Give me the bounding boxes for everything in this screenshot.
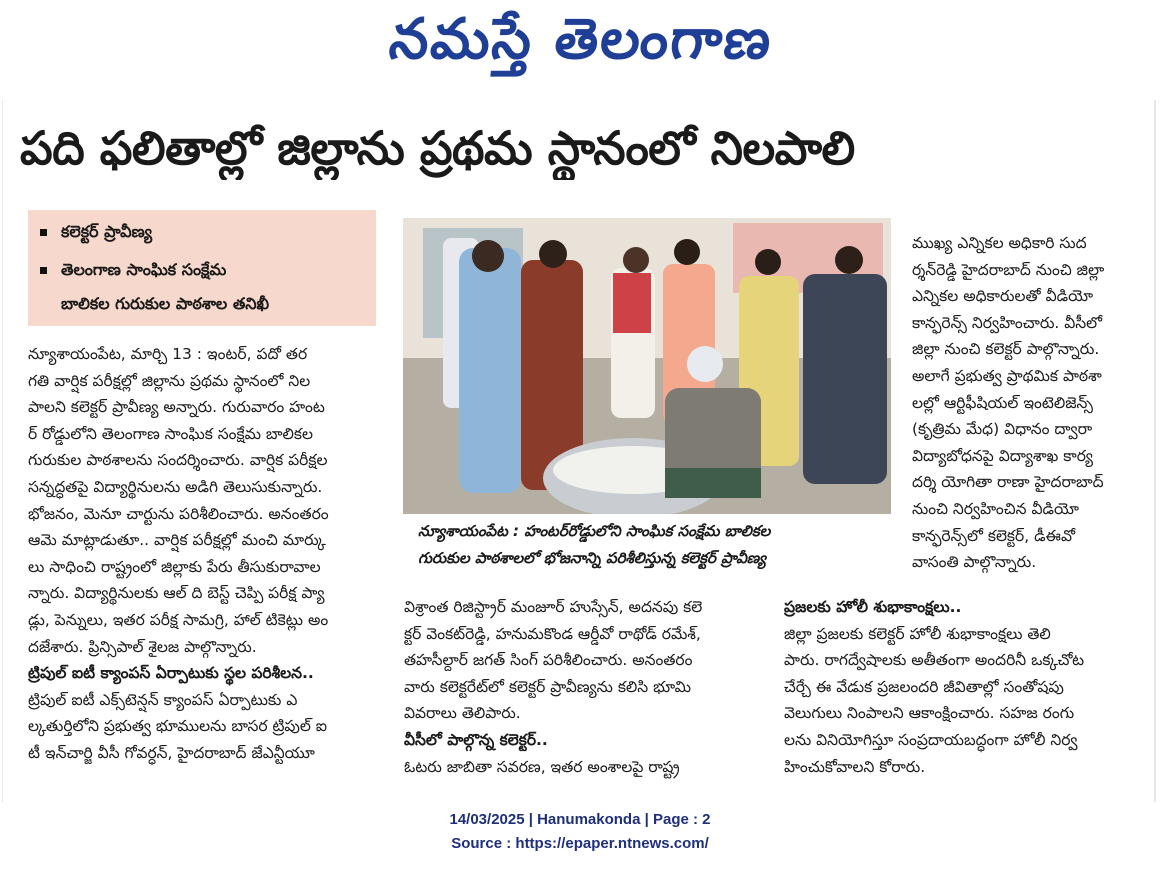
text-line: పాలని కలెక్టర్ ప్రావీణ్య అన్నారు. గురువారం హంట — [28, 398, 325, 417]
column-3 — [912, 230, 1144, 576]
subheading: ప్రజలకు హోలీ శుభాకాంక్షలు.. — [784, 598, 962, 616]
text-line: న్నారు. విద్యార్థినులకు ఆల్ ది బెస్ట్ చెప్పి పరీక్ష ప్యా — [28, 584, 325, 603]
bullet-icon — [40, 267, 47, 274]
column-2 — [404, 594, 758, 780]
masthead-title: నమస్తే తెలంగాణ — [385, 6, 776, 72]
text-line: తహసీల్దార్ జగత్ సింగ్ పరిశీలించారు. అనంతరం — [404, 651, 693, 670]
highlight-text: కలెక్టర్ ప్రావీణ్య — [61, 222, 153, 241]
text-line: వెలుగులు నింపాలని ఆకాంక్షించారు. సహజ రంగు — [784, 704, 1075, 723]
text-line: జిల్లా నుంచి కలెక్టర్ పాల్గొన్నారు. — [912, 340, 1100, 359]
text-line: (కృత్రిమ మేధ) విధానం ద్వారా — [912, 420, 1093, 439]
text-line: విశ్రాంత రిజిస్ట్రార్ మంజూర్ హుస్సేన్, అదనపు కలె — [404, 598, 703, 616]
text-line: పారు. రాగద్వేషాలకు అతీతంగా అందరినీ ఒక్కచోట — [784, 651, 1085, 670]
column-1 — [28, 341, 390, 767]
caption-line: గురుకుల పాఠశాలలో భోజనాన్ని పరిశీలిస్తున్న కలెక్టర్ ప్రావీణ్య — [418, 549, 767, 567]
text-line: గతి వార్షిక పరీక్షల్లో జిల్లాను ప్రథమ స్థానంలో నిల — [28, 371, 311, 390]
caption-line: న్యూశాయంపేట : హంటర్‌రోడ్డులోని సాంఘిక సంక్షేమ బాలికల — [418, 522, 771, 540]
news-photo — [403, 218, 891, 514]
text-line: సన్నద్ధతపై విద్యార్థినులను అడిగి తెలుసుకున్నారు. — [28, 477, 323, 496]
text-line: క్టర్ వెంకట్‌రెడ్డి, హనుమకొండ ఆర్డీవో రాథోడ్ రమేశ్, — [404, 624, 701, 643]
subheading: వీసీలో పాల్గొన్న కలెక్టర్.. — [404, 730, 548, 749]
highlight-item — [40, 222, 152, 245]
text-line: ల్కతుర్తిలోని ప్రభుత్వ భూములను బాసర ట్రిపుల్ ఐ — [28, 717, 328, 736]
source-footer — [0, 808, 1160, 856]
text-line: ఆమె మాట్లాడుతూ.. వార్షిక పరీక్షల్లో మంచి మార్కు — [28, 531, 326, 550]
footer-date-page: 14/03/2025 | Hanumakonda | Page : 2 — [449, 811, 711, 828]
masthead — [0, 0, 1160, 92]
text-line: కాన్ఫరెన్స్ నిర్వహించారు. వీసీలో — [912, 313, 1103, 332]
text-line: దజేశారు. ప్రిన్సిపాల్ శైలజ పాల్గొన్నారు. — [28, 637, 257, 656]
photo-caption — [418, 518, 888, 572]
text-line: న్యూశాయంపేట, మార్చి 13 : ఇంటర్, పదో తర — [28, 345, 308, 363]
text-line: వాసంతి పాల్గొన్నారు. — [912, 553, 1037, 572]
text-line: జిల్లా ప్రజలకు కలెక్టర్ హోలీ శుభాకాంక్షలు తెలి — [784, 624, 1051, 643]
text-line: వివరాలు తెలిపారు. — [404, 704, 521, 723]
highlight-text: బాలికల గురుకుల పాఠశాల తనిఖీ — [61, 294, 270, 313]
text-line: వారు కలెక్టరేట్‌లో కలెక్టర్ ప్రావీణ్యను కలిసి భూమి — [404, 677, 691, 696]
column-4 — [784, 594, 1142, 780]
footer-source-link[interactable]: Source : https://epaper.ntnews.com/ — [451, 835, 709, 852]
text-line: డ్లు, పెన్నులు, ఇతర పరీక్ష సామగ్రి, హాల్ టికెట్లు అం — [28, 610, 329, 629]
text-line: లు సాధించి రాష్ట్రంలో జిల్లాకు పేరు తీసుకురావాల — [28, 557, 321, 576]
text-line: దర్శి యోగితా రాణా హైదరాబాద్ — [912, 473, 1104, 492]
text-line: గురుకుల పాఠశాలను సందర్శించారు. వార్షిక పరీక్షల — [28, 451, 328, 470]
text-line: ర్ రోడ్డులోని తెలంగాణ సాంఘిక సంక్షేమ బాలికల — [28, 424, 313, 443]
text-line: టీ ఇన్‌చార్జి వీసీ గోవర్ధన్, హైదరాబాద్ జేఎన్టీయూ — [28, 743, 315, 762]
text-line: ఎన్నికల అధికారులతో వీడియో — [912, 287, 1093, 306]
highlight-item — [61, 294, 269, 317]
text-line: విద్యాబోధనపై విద్యాశాఖ కార్య — [912, 446, 1094, 465]
text-line: లను వినియోగిస్తూ సంప్రదాయబద్ధంగా హోలీ నిర్వ — [784, 730, 1078, 749]
bullet-icon — [40, 229, 47, 236]
text-line: ముఖ్య ఎన్నికల అధికారి సుద — [912, 234, 1087, 252]
text-line: ట్రిపుల్ ఐటీ ఎక్స్‌టెన్షన్ క్యాంపస్ ఏర్పాటుకు ఎ — [28, 690, 298, 709]
highlights-box — [28, 210, 376, 326]
subheading: ట్రిపుల్ ఐటీ క్యాంపస్ ఏర్పాటుకు స్థల పరిశీలన.. — [28, 664, 314, 683]
text-line: కాన్ఫరెన్స్‌లో కలెక్టర్, డీఈవో — [912, 526, 1076, 545]
highlight-item — [40, 260, 226, 283]
text-line: లల్లో ఆర్టిఫీషియల్ ఇంటెలిజెన్స్ — [912, 393, 1093, 412]
text-line: హించుకోవాలని కోరారు. — [784, 757, 926, 776]
text-line: నుంచి నిర్వహించిన వీడియో — [912, 499, 1079, 518]
highlight-text: తెలంగాణ సాంఘిక సంక్షేమ — [61, 260, 227, 279]
text-line: భోజనం, మెనూ చార్టును పరిశీలించారు. అనంతరం — [28, 504, 329, 523]
text-line: చేర్చే ఈ వేడుక ప్రజలందరి జీవితాల్లో సంతోషపు — [784, 677, 1064, 696]
text-line: ఓటరు జాబితా సవరణ, ఇతర అంశాలపై రాష్ట్ర — [404, 757, 680, 776]
text-line: ర్శన్‌రెడ్డి హైదరాబాద్ నుంచి జిల్లా — [912, 260, 1105, 279]
headline: పది ఫలితాల్లో జిల్లాను ప్రథమ స్థానంలో నిలపాలి — [20, 121, 855, 175]
text-line: అలాగే ప్రభుత్వ ప్రాథమిక పాఠశా — [912, 366, 1102, 385]
